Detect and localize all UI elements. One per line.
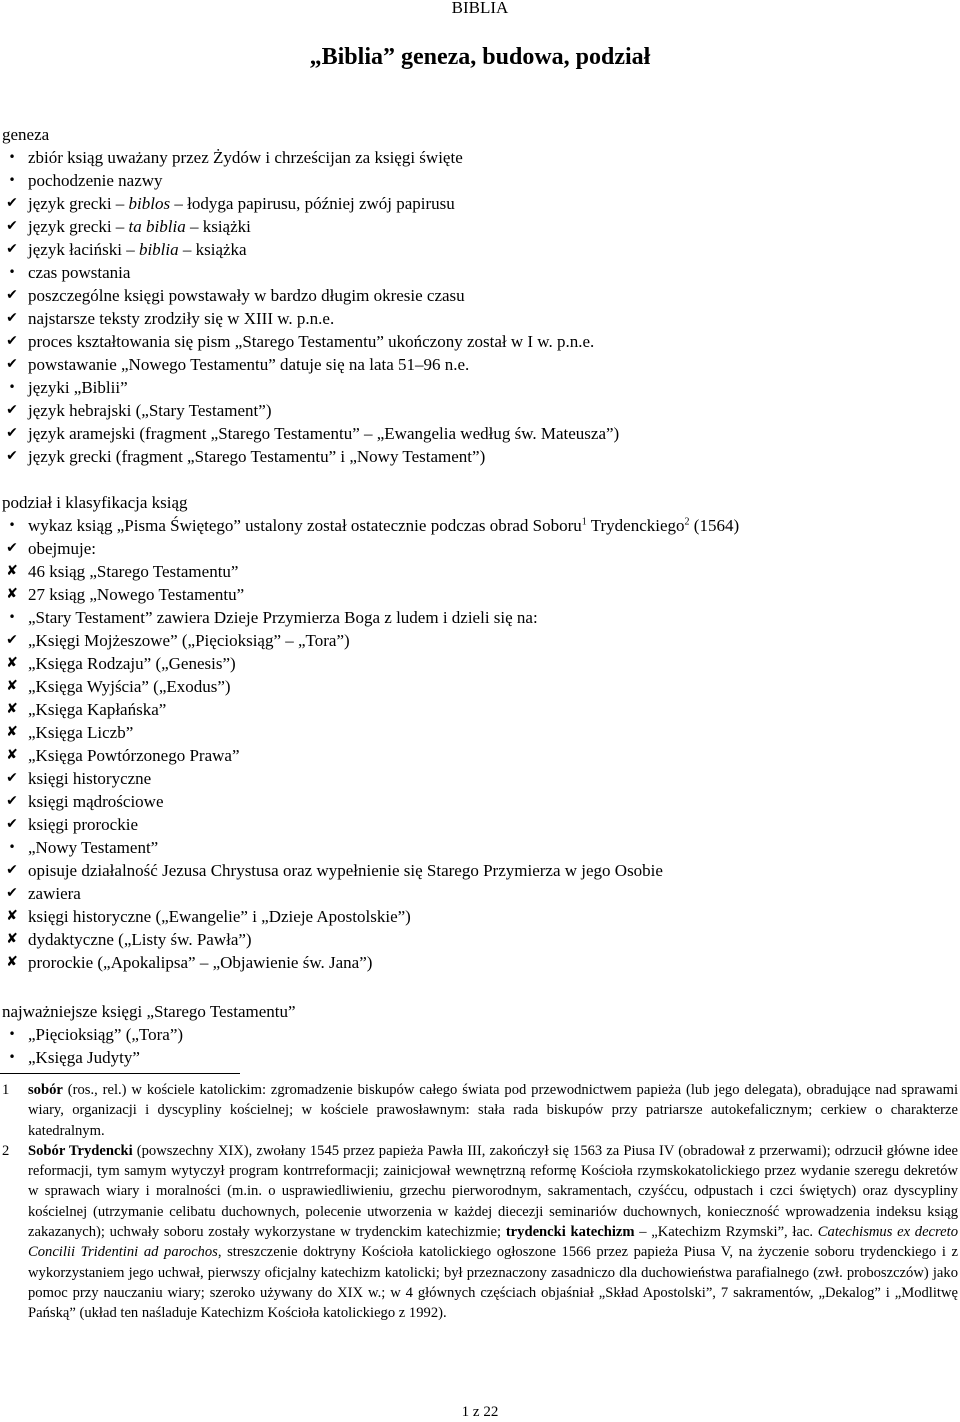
list-item-text: księgi historyczne (28, 769, 152, 788)
list-item-text: czas powstania (28, 263, 131, 282)
list-item (0, 399, 960, 422)
list-item (0, 537, 960, 560)
running-header: BIBLIA (451, 0, 509, 17)
list-item-text: wykaz ksiąg „Pisma Świętego” ustalony został ostatecznie podczas obrad Soboru$^1$ Trydenckiego$^2$ (1564) (28, 516, 740, 535)
bullet-icon: • (8, 610, 16, 624)
footnote-text: (powszechny XIX), zwołany 1545 przez papieża Pawła III, zakończył się 1563 za Piusa IV (obradował z przerwami); odrzucił główne idee reformacji, tym samym wytyczył program kontrreformacji; zainicjował wewnętrzną reformę Kościoła rzymskokatolickiego przez wydanie szeregu dekretów w sprawach wiary i moralności (m.in. o usprawiedliwieniu, grzechu pierworodnym, sakramentach, czyśćcu, odpustach i czci świętych) oraz dyscypliny kościelnej (utrzymanie celibatu duchownych, polecenie utworzenia w każdej diecezji seminariów duchownych, konieczność wprowadzenia indeksu ksiąg zakazanych); uchwały soboru zostały wykorzystane w trydenckim katechizmie; (28, 1142, 958, 1241)
list-item-text: „Księgi Mojżeszowe” („Pięcioksiąg” – „Tora”) (28, 631, 350, 650)
list-item (0, 560, 960, 583)
list-item-text: „Nowy Testament” (28, 838, 159, 857)
page-number: 1 z 22 (461, 1404, 499, 1420)
list-item-text: księgi mądrościowe (28, 792, 164, 811)
list-item (0, 192, 960, 215)
cross-icon: ✘ (6, 563, 18, 579)
list-item-text: języki „Biblii” (28, 378, 128, 397)
cross-icon: ✘ (6, 678, 18, 694)
list-item-text: zawiera (28, 884, 81, 903)
check-icon: ✔ (6, 540, 18, 556)
list-item-text: „Pięcioksiąg” („Tora”) (28, 1025, 184, 1044)
check-icon: ✔ (6, 333, 18, 349)
list-item (0, 698, 960, 721)
list-item-text: proces kształtowania się pism „Starego Testamentu” ukończony został w I w. p.n.e. (28, 332, 595, 351)
list-item-text: opisuje działalność Jezusa Chrystusa oraz wypełnienie się Starego Przymierza w jego Osobie (28, 861, 663, 880)
list-item-text: „Księga Rodzaju” („Genesis”) (28, 654, 236, 673)
footnote-term: sobór (28, 1082, 63, 1098)
footnote-2 (0, 1141, 958, 1324)
check-icon: ✔ (6, 241, 18, 257)
list-item-text: „Księga Liczb” (28, 723, 134, 742)
list-item-text: język hebrajski („Stary Testament”) (28, 401, 272, 420)
cross-icon: ✘ (6, 701, 18, 717)
list-item-text: zbiór ksiąg uważany przez Żydów i chrześcijan za księgi święte (28, 148, 463, 167)
list-item (0, 514, 960, 537)
footnote-text: (ros., rel.) w kościele katolickim: zgromadzenie biskupów całego świata pod przewodnictwem papieża (lub jego delegata), obradujące nad sprawami wiary, organizacji i dyscypliny kościelnej; w kościele prawosławnym: stała rada biskupów przy patriarsze autokefalicznym; cerkiew o charakterze katedralnym. (28, 1082, 958, 1139)
section-najwazniejsze (0, 1000, 960, 1069)
list-item (0, 353, 960, 376)
check-icon: ✔ (6, 632, 18, 648)
list-item (0, 146, 960, 169)
list-item (0, 882, 960, 905)
section-heading: podział i klasyfikacja ksiąg (2, 493, 188, 512)
cross-icon: ✘ (6, 655, 18, 671)
bullet-icon: • (8, 518, 16, 532)
list-item (0, 928, 960, 951)
list-item (0, 238, 960, 261)
section-geneza (0, 123, 960, 468)
list-item-text: powstawanie „Nowego Testamentu” datuje się na lata 51–96 n.e. (28, 355, 470, 374)
check-icon: ✔ (6, 770, 18, 786)
bullet-icon: • (8, 1050, 16, 1064)
section-podzial (0, 491, 960, 974)
check-icon: ✔ (6, 885, 18, 901)
list-item-text: język łaciński – biblia – książka (28, 240, 247, 259)
list-item-text: księgi prorockie (28, 815, 138, 834)
check-icon: ✔ (6, 287, 18, 303)
list-item (0, 744, 960, 767)
cross-icon: ✘ (6, 954, 18, 970)
list-item-text: język grecki – ta biblia – książki (28, 217, 251, 236)
check-icon: ✔ (6, 218, 18, 234)
list-item (0, 606, 960, 629)
list-item (0, 445, 960, 468)
list-item-text: 46 ksiąg „Starego Testamentu” (28, 562, 239, 581)
list-item (0, 767, 960, 790)
check-icon: ✔ (6, 310, 18, 326)
footnote-separator (0, 1073, 240, 1074)
list-item (0, 1023, 960, 1046)
list-item-text: obejmuje: (28, 539, 96, 558)
footnote-number: 1 (2, 1082, 10, 1098)
list-item (0, 307, 960, 330)
footnote-1 (0, 1080, 958, 1141)
list-item-text: 27 ksiąg „Nowego Testamentu” (28, 585, 245, 604)
footnote-text: , streszczenie doktryny Kościoła katolickiego ogłoszone 1566 przez papieża Piusa V, na życzenie soboru trydenckiego i z wykorzystaniem jego uchwał, pierwszy oficjalny katechizm katolicki; był przeznaczony zasadniczo dla duchowieństwa parafialnego (zwł. proboszczów) jako pomoc przy nauczaniu wiary; szeroko używany do XIX w.; w 4 głównych częściach objaśniał „Skład Apostolski”, 7 sakramentów, „Dekalog” i „Modlitwę Pańską” (układ ten naśladuje Katechizm Kościoła katolickiego z 1992). (28, 1244, 958, 1322)
list-item-text: dydaktyczne („Listy św. Pawła”) (28, 930, 252, 949)
list-item (0, 905, 960, 928)
bullet-icon: • (8, 265, 16, 279)
list-item (0, 813, 960, 836)
check-icon: ✔ (6, 425, 18, 441)
bullet-icon: • (8, 150, 16, 164)
list-item (0, 169, 960, 192)
list-item-text: poszczególne księgi powstawały w bardzo długim okresie czasu (28, 286, 465, 305)
list-item (0, 1046, 960, 1069)
list-item-text: „Księga Powtórzonego Prawa” (28, 746, 240, 765)
list-item (0, 836, 960, 859)
list-item (0, 790, 960, 813)
list-item-text: „Stary Testament” zawiera Dzieje Przymierza Boga z ludem i dzieli się na: (28, 608, 538, 627)
list-item-text: „Księga Judyty” (28, 1048, 140, 1067)
list-item (0, 330, 960, 353)
list-item-text: księgi historyczne („Ewangelie” i „Dzieje Apostolskie”) (28, 907, 411, 926)
cross-icon: ✘ (6, 747, 18, 763)
list-item (0, 376, 960, 399)
footnote-latin-title: Catechismus ex decreto Concilii Tridentini ad parochos (28, 1224, 958, 1261)
list-item-text: pochodzenie nazwy (28, 171, 163, 190)
check-icon: ✔ (6, 356, 18, 372)
list-item (0, 284, 960, 307)
list-item (0, 583, 960, 606)
list-item (0, 721, 960, 744)
list-item-text: język grecki – biblos – łodyga papirusu, później zwój papirusu (28, 194, 455, 213)
footnote-term-secondary: trydencki katechizm (505, 1224, 635, 1241)
footnote-term: Sobór Trydencki (28, 1142, 133, 1159)
document-title: „Biblia” geneza, budowa, podział (309, 44, 651, 70)
check-icon: ✔ (6, 448, 18, 464)
section-heading: geneza (2, 125, 50, 144)
list-item (0, 859, 960, 882)
cross-icon: ✘ (6, 586, 18, 602)
cross-icon: ✘ (6, 908, 18, 924)
bullet-icon: • (8, 380, 16, 394)
list-item-text: język grecki (fragment „Starego Testamentu” i „Nowy Testament”) (28, 447, 486, 466)
list-item (0, 215, 960, 238)
cross-icon: ✘ (6, 724, 18, 740)
list-item (0, 951, 960, 974)
footnote-number: 2 (2, 1142, 10, 1159)
bullet-icon: • (8, 840, 16, 854)
list-item (0, 652, 960, 675)
footnotes (0, 1080, 958, 1324)
list-item-text: najstarsze teksty zrodziły się w XIII w. p.n.e. (28, 309, 335, 328)
bullet-icon: • (8, 173, 16, 187)
list-item (0, 629, 960, 652)
list-item-text: język aramejski (fragment „Starego Testamentu” – „Ewangelia według św. Mateusza”) (28, 424, 620, 443)
bullet-icon: • (8, 1027, 16, 1041)
list-item (0, 675, 960, 698)
check-icon: ✔ (6, 402, 18, 418)
cross-icon: ✘ (6, 931, 18, 947)
list-item-text: „Księga Kapłańska” (28, 700, 167, 719)
check-icon: ✔ (6, 793, 18, 809)
list-item-text: prorockie („Apokalipsa” – „Objawienie św. Jana”) (28, 953, 373, 972)
section-heading: najważniejsze księgi „Starego Testamentu” (2, 1002, 296, 1021)
list-item (0, 261, 960, 284)
check-icon: ✔ (6, 195, 18, 211)
list-item (0, 422, 960, 445)
check-icon: ✔ (6, 862, 18, 878)
footnote-text: – „Katechizm Rzymski”, łac. (634, 1224, 818, 1241)
list-item-text: „Księga Wyjścia” („Exodus”) (28, 677, 231, 696)
check-icon: ✔ (6, 816, 18, 832)
